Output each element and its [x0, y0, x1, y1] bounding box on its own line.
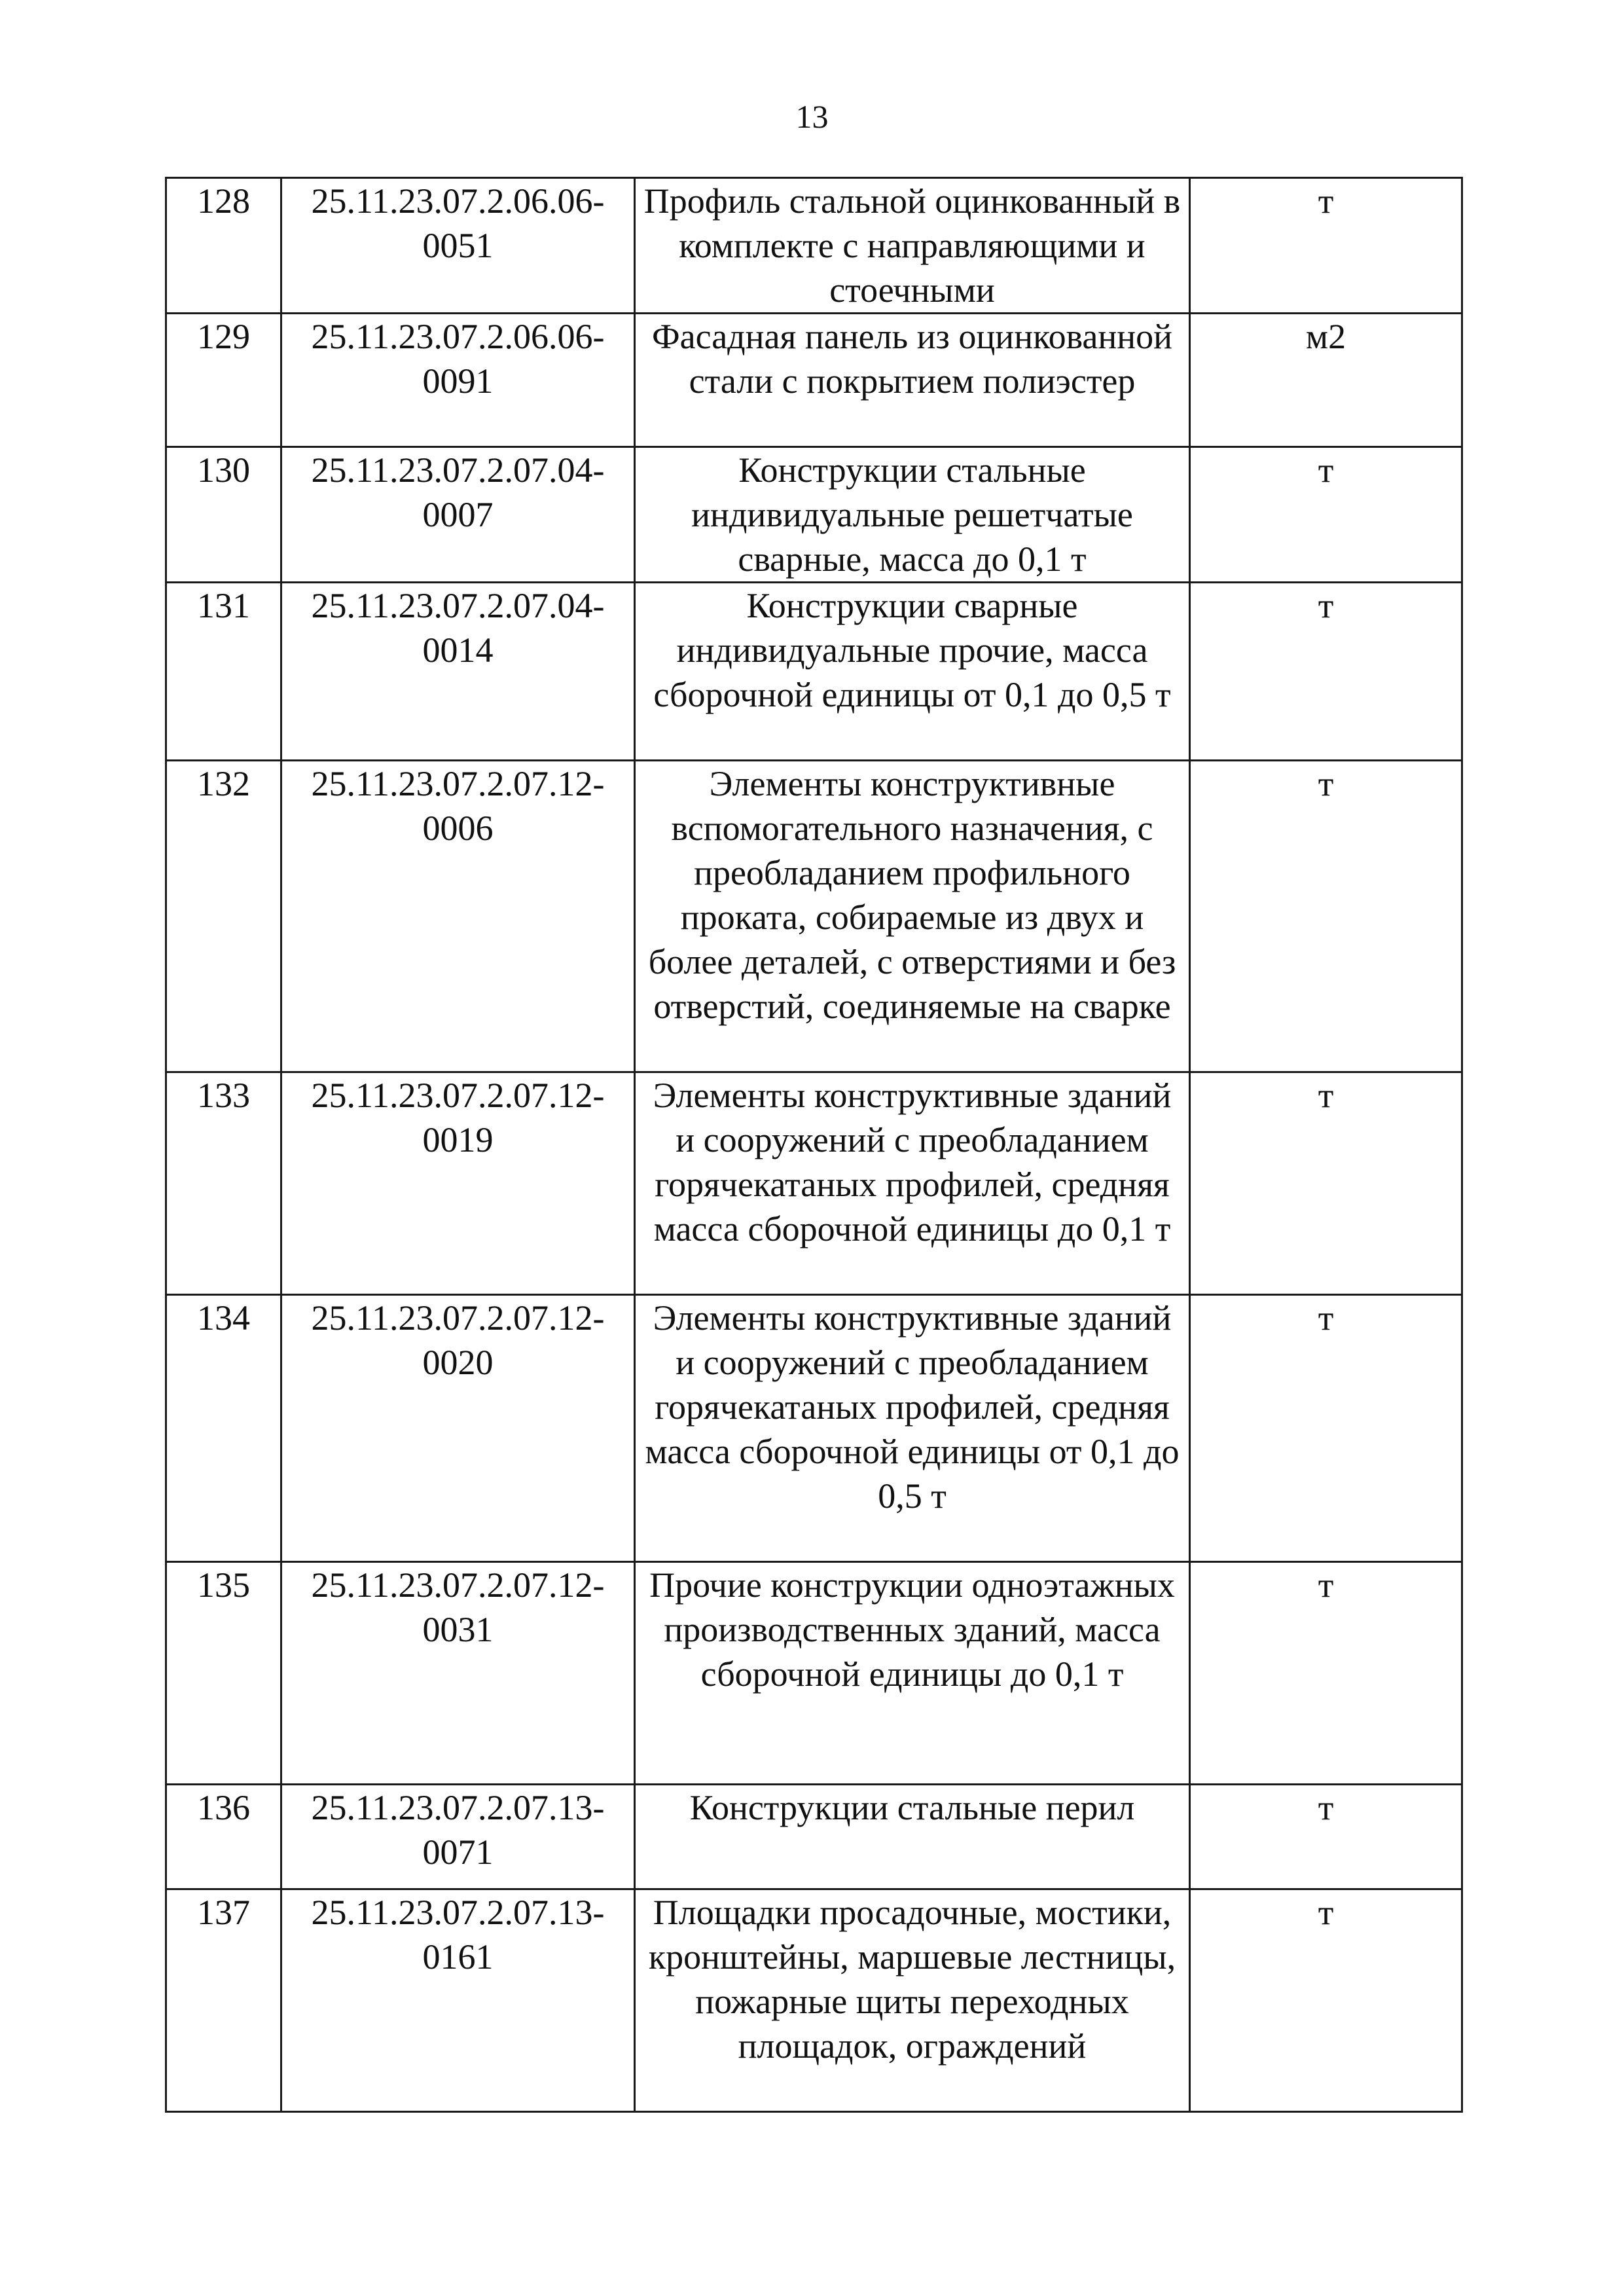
unit-of-measure: м2 [1190, 314, 1462, 447]
row-number: 132 [166, 761, 281, 1072]
page-number: 13 [795, 98, 829, 135]
unit-of-measure: т [1190, 1785, 1462, 1889]
resource-code: 25.11.23.07.2.07.12-0031 [281, 1562, 635, 1785]
resource-name: Конструкции сварные индивидуальные прочие, масса сборочной единицы от 0,1 до 0,5 т [635, 583, 1190, 761]
resource-code: 25.11.23.07.2.07.12-0020 [281, 1295, 635, 1562]
resource-name: Элементы конструктивные вспомогательного назначения, с преобладанием профильного проката, собираемые из двух и более деталей, с отверстиями и без отверстий, соединяемые на сварке [635, 761, 1190, 1072]
resource-code: 25.11.23.07.2.07.12-0006 [281, 761, 635, 1072]
row-number: 131 [166, 583, 281, 761]
resource-name: Профиль стальной оцинкованный в комплекте с направляющими и стоечными [635, 178, 1190, 314]
row-number: 128 [166, 178, 281, 314]
table-row [166, 447, 1462, 583]
row-number: 137 [166, 1889, 281, 2112]
table-row [166, 1562, 1462, 1785]
unit-of-measure: т [1190, 447, 1462, 583]
unit-of-measure: т [1190, 1562, 1462, 1785]
row-number: 129 [166, 314, 281, 447]
row-number: 133 [166, 1072, 281, 1295]
resource-code: 25.11.23.07.2.07.04-0014 [281, 583, 635, 761]
row-number: 135 [166, 1562, 281, 1785]
table-row [166, 761, 1462, 1072]
unit-of-measure: т [1190, 1889, 1462, 2112]
resource-code: 25.11.23.07.2.07.12-0019 [281, 1072, 635, 1295]
table-row [166, 1785, 1462, 1889]
resource-name: Прочие конструкции одноэтажных производственных зданий, масса сборочной единицы до 0,1 т [635, 1562, 1190, 1785]
table-row [166, 1889, 1462, 2112]
resource-code: 25.11.23.07.2.06.06-0091 [281, 314, 635, 447]
table-row [166, 1072, 1462, 1295]
table-row [166, 1295, 1462, 1562]
row-number: 136 [166, 1785, 281, 1889]
resource-code: 25.11.23.07.2.07.13-0161 [281, 1889, 635, 2112]
table-row [166, 178, 1462, 314]
resource-name: Фасадная панель из оцинкованной стали с покрытием полиэстер [635, 314, 1190, 447]
unit-of-measure: т [1190, 1295, 1462, 1562]
unit-of-measure: т [1190, 761, 1462, 1072]
resource-name: Элементы конструктивные зданий и сооружений с преобладанием горячекатаных профилей, средняя масса сборочной единицы до 0,1 т [635, 1072, 1190, 1295]
row-number: 134 [166, 1295, 281, 1562]
table-row [166, 314, 1462, 447]
resource-name: Конструкции стальные перил [635, 1785, 1190, 1889]
items-table [165, 177, 1463, 2113]
table-row [166, 583, 1462, 761]
unit-of-measure: т [1190, 178, 1462, 314]
resource-code: 25.11.23.07.2.07.13-0071 [281, 1785, 635, 1889]
unit-of-measure: т [1190, 1072, 1462, 1295]
resource-code: 25.11.23.07.2.07.04-0007 [281, 447, 635, 583]
resource-code: 25.11.23.07.2.06.06-0051 [281, 178, 635, 314]
resource-name: Конструкции стальные индивидуальные решетчатые сварные, масса до 0,1 т [635, 447, 1190, 583]
unit-of-measure: т [1190, 583, 1462, 761]
resource-name: Элементы конструктивные зданий и сооружений с преобладанием горячекатаных профилей, средняя масса сборочной единицы от 0,1 до 0,5 т [635, 1295, 1190, 1562]
resource-name: Площадки просадочные, мостики, кронштейны, маршевые лестницы, пожарные щиты переходных площадок, ограждений [635, 1889, 1190, 2112]
row-number: 130 [166, 447, 281, 583]
